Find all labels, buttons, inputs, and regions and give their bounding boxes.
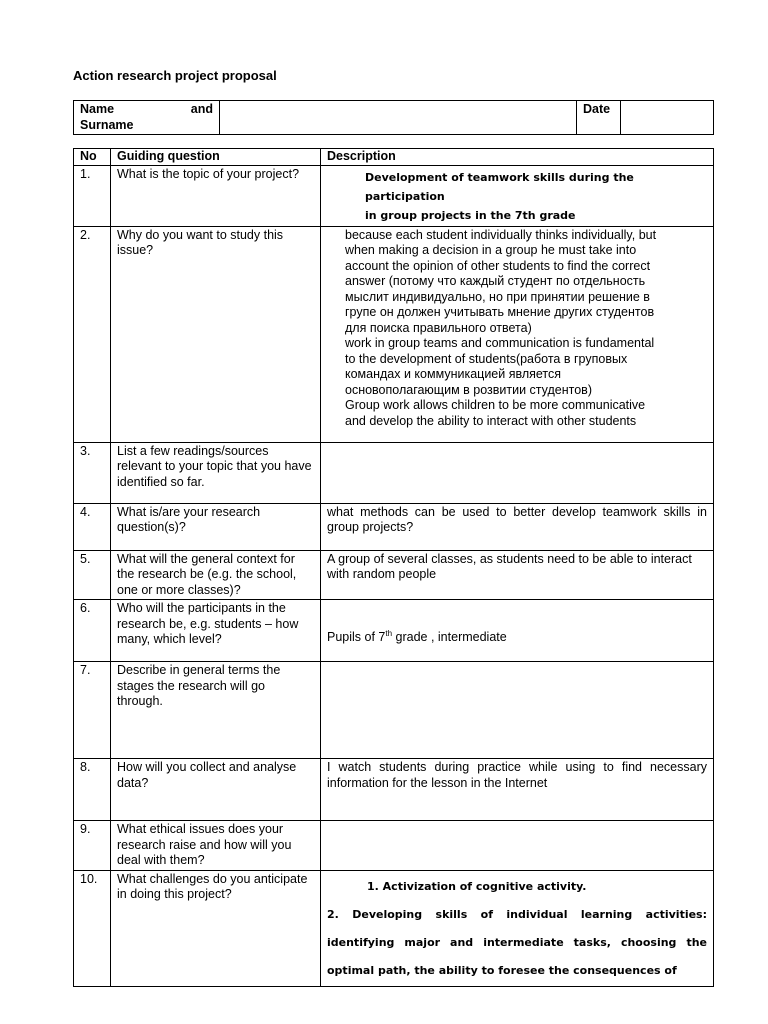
guiding-question: What ethical issues does your research raise and how will you deal with them?	[111, 821, 321, 871]
description-cell[interactable]: I watch students during practice while using to find necessary information for the lesson in the Internet	[321, 759, 714, 821]
description-cell[interactable]: A group of several classes, as students need to be able to interact with random people	[321, 550, 714, 600]
guiding-question: Why do you want to study this issue?	[111, 226, 321, 442]
guiding-question: What is/are your research question(s)?	[111, 503, 321, 550]
description-line: Development of teamwork skills during the participation	[365, 170, 634, 203]
guiding-question: What challenges do you anticipate in doing this project?	[111, 870, 321, 986]
column-header-no: No	[74, 149, 111, 166]
name-surname-label	[74, 101, 220, 135]
name-date-table	[73, 100, 714, 135]
table-row	[74, 442, 714, 503]
description-line: and develop the ability to interact with other students	[345, 413, 637, 428]
description-line: answer (потому что каждый студент по отдельность	[345, 274, 646, 288]
row-number: 8.	[74, 759, 111, 821]
surname-label: Surname	[80, 117, 134, 132]
description-cell[interactable]	[321, 226, 714, 442]
description-cell[interactable]	[321, 821, 714, 871]
description-line: для поиска правильного ответа)	[345, 320, 532, 335]
description-line: account the opinion of other students to find the correct	[345, 258, 651, 273]
table-row	[74, 503, 714, 550]
table-row	[74, 165, 714, 226]
description-line: in group projects in the 7th grade	[365, 208, 576, 222]
table-row	[74, 226, 714, 442]
description-line: групе он должен учитывать мнение других студентов	[345, 305, 655, 319]
row-number: 2.	[74, 226, 111, 442]
table-row	[74, 550, 714, 600]
row-number: 9.	[74, 821, 111, 871]
description-cell[interactable]	[321, 165, 714, 226]
guiding-question: List a few readings/sources relevant to your topic that you have identified so far.	[111, 442, 321, 503]
table-row	[74, 870, 714, 986]
row-number: 4.	[74, 503, 111, 550]
column-header-description: Description	[321, 149, 714, 166]
row-number: 10.	[74, 870, 111, 986]
table-row	[74, 600, 714, 662]
description-line: to the development of students(работа в груповых	[345, 351, 628, 366]
ordinal-suffix: th	[385, 629, 393, 639]
description-line: work in group teams and communication is fundamental	[345, 336, 655, 350]
description-line: мыслит индивидуально, но при принятии решение в	[345, 289, 650, 304]
description-cell[interactable]	[321, 662, 714, 759]
description-cell[interactable]	[321, 442, 714, 503]
document-title: Action research project proposal	[73, 68, 277, 83]
challenge-item-1: 1. Activization of cognitive activity.	[367, 879, 587, 893]
date-value-field[interactable]	[621, 101, 714, 135]
description-cell[interactable]: what methods can be used to better develop teamwork skills in group projects?	[321, 503, 714, 550]
challenge-item-2: 2. Developing skills of individual learning activities: identifying major and intermediate tasks, choosing the optimal path, the ability to foresee the consequences of	[327, 907, 707, 977]
guiding-question: What will the general context for the research be (e.g. the school, one or more classes)?	[111, 550, 321, 600]
proposal-table	[73, 148, 714, 987]
name-label: Name	[80, 102, 115, 116]
description-line: when making a decision in a group he must take into	[345, 243, 637, 257]
guiding-question: Describe in general terms the stages the research will go through.	[111, 662, 321, 759]
table-row	[74, 759, 714, 821]
and-label: and	[190, 102, 213, 116]
column-header-guiding-question: Guiding question	[111, 149, 321, 166]
description-line: because each student individually thinks individually, but	[345, 227, 657, 242]
table-row	[74, 662, 714, 759]
description-cell[interactable]	[321, 600, 714, 662]
row-number: 7.	[74, 662, 111, 759]
row-number: 3.	[74, 442, 111, 503]
description-line: Group work allows children to be more communicative	[345, 398, 646, 412]
description-cell[interactable]	[321, 870, 714, 986]
guiding-question: What is the topic of your project?	[111, 165, 321, 226]
row-number: 1.	[74, 165, 111, 226]
row-number: 6.	[74, 600, 111, 662]
guiding-question: How will you collect and analyse data?	[111, 759, 321, 821]
name-value-field[interactable]	[220, 101, 577, 135]
description-text: Pupils of 7	[327, 630, 386, 645]
row-number: 5.	[74, 550, 111, 600]
description-line: основополагающим в розвитии студентов)	[345, 382, 592, 397]
table-header-row	[74, 149, 714, 166]
guiding-question: Who will the participants in the research be, e.g. students – how many, which level?	[111, 600, 321, 662]
table-row	[74, 821, 714, 871]
date-label: Date	[577, 101, 621, 135]
description-text: grade , intermediate	[392, 630, 507, 645]
description-line: командах и коммуникацией является	[345, 367, 562, 381]
